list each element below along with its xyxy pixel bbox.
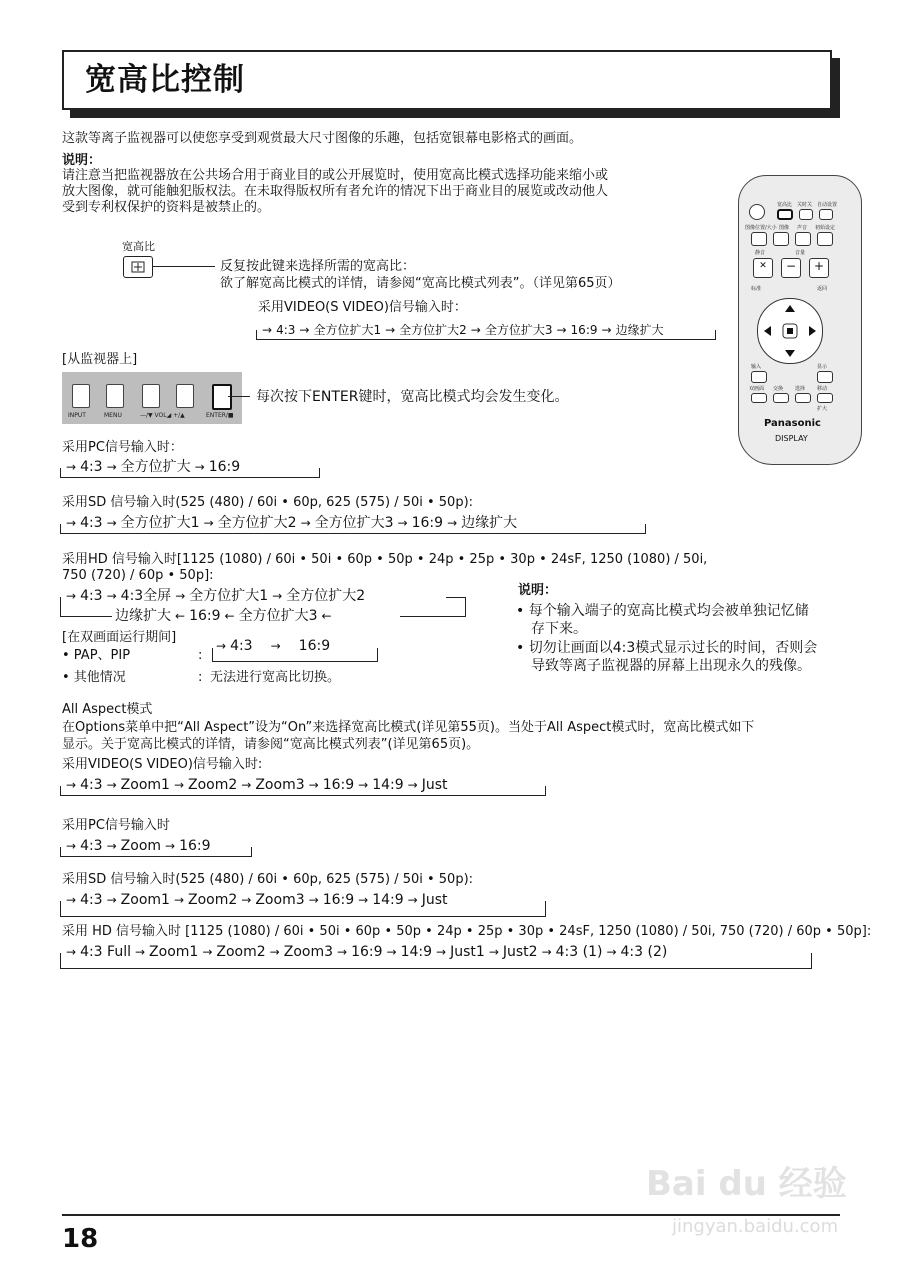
flow-frame	[446, 597, 466, 598]
flow-frame	[60, 786, 546, 796]
flow-item: 14:9	[372, 892, 404, 908]
flow-item: 边缘扩大	[615, 323, 664, 337]
flow-item: Zoom1	[120, 777, 170, 793]
volume-up-button[interactable]: +	[809, 258, 829, 278]
flow-item: 16:9	[189, 608, 221, 624]
flow-pc: → 4:3 → 全方位扩大 → 16:9	[66, 459, 241, 475]
move-button[interactable]	[817, 393, 833, 403]
flow-item: 16:9	[208, 459, 241, 475]
flow-frame	[400, 616, 466, 617]
remote-label: 选择	[795, 386, 806, 392]
flow-item: 4:3 (1)	[555, 944, 603, 960]
flow-item: Zoom3	[283, 944, 334, 960]
flow-sd: → 4:3 → 全方位扩大1 → 全方位扩大2 → 全方位扩大3 → 16:9 → 边缘扩大	[66, 515, 518, 531]
flow-all-pc: → 4:3 → Zoom → 16:9	[66, 838, 211, 854]
watermark-url: jingyan.baidu.com	[672, 1216, 839, 1237]
all-aspect-text: 显示。关于宽高比模式的详情，请参阅“宽高比模式列表”(详见第65页)。	[62, 737, 480, 752]
monitor-panel	[62, 372, 242, 424]
panel-label: —/▼ VOL◢ +/▲	[140, 412, 185, 419]
flow-frame	[60, 616, 112, 617]
note-line: 受到专利权保护的资料是被禁止的。	[62, 200, 271, 215]
remote-label: 双画面	[749, 386, 765, 392]
flow-item: Zoom1	[120, 892, 170, 908]
flow-item: 4:3	[80, 515, 103, 531]
note-heading: 说明：	[62, 153, 102, 168]
flow-item: Just1	[450, 944, 485, 960]
flow-item: Just2	[502, 944, 538, 960]
flow-item: 4:3	[276, 323, 296, 337]
flow-hd-row1: → 4:3 → 4:3全屏 → 全方位扩大1 → 全方位扩大2	[66, 588, 366, 604]
aspect-desc: 欲了解宽高比模式的详情，请参阅“宽高比模式列表”。（详见第65页）	[220, 276, 621, 291]
setup-button[interactable]	[817, 232, 833, 246]
flow-label: 采用PC信号输入时：	[62, 440, 183, 455]
vol-down-button[interactable]	[142, 384, 160, 408]
pap-label: • PAP、PIP	[62, 648, 131, 663]
panel-label: INPUT	[68, 412, 86, 419]
flow-item: 全方位扩大2	[399, 323, 467, 337]
flow-item: 全方位扩大3	[238, 608, 318, 624]
position-button[interactable]	[751, 232, 767, 246]
note-bullet: • 切勿让画面以4:3模式显示过长的时间，否则会	[516, 640, 818, 656]
remote-label: 输入	[751, 364, 762, 370]
dpad[interactable]	[757, 298, 823, 364]
flow-item: 4:3 Full	[80, 944, 131, 960]
flow-pap: → 4:3 → 16:9	[216, 638, 331, 654]
input-button[interactable]	[72, 384, 90, 408]
dual-picture-button[interactable]	[751, 393, 767, 403]
volume-down-button[interactable]: −	[781, 258, 801, 278]
flow-item: Zoom2	[188, 892, 238, 908]
flow-item: 4:3	[80, 459, 103, 475]
remote-label: 图像	[779, 225, 790, 231]
flow-hd-row2: 边缘扩大 ← 16:9 ← 全方位扩大3 ←	[115, 608, 332, 624]
flow-label: 采用 HD 信号输入时 [1125 (1080) / 60i • 50i • 60p • 50p • 24p • 25p • 30p • 24sF, 1250 (1080) / 50i, 750 (720) / 60p • 50p]:	[62, 924, 872, 939]
flow-frame	[256, 330, 716, 340]
swap-button[interactable]	[773, 393, 789, 403]
remote-label: 交换	[773, 386, 784, 392]
flow-frame	[60, 597, 61, 617]
picture-button[interactable]	[773, 232, 789, 246]
flow-item: Zoom	[120, 838, 162, 854]
flow-item: 全方位扩大1	[313, 323, 382, 337]
other-label: • 其他情况	[62, 670, 126, 685]
flow-item: 全方位扩大2	[286, 588, 366, 604]
remote-label: 音量	[795, 250, 806, 256]
flow-label: 750 (720) / 60p • 50p]:	[62, 568, 214, 583]
remote-label: 扩大	[817, 406, 828, 412]
flow-item: 4:3	[80, 588, 103, 604]
flow-frame	[60, 847, 252, 857]
flow-all-video: → 4:3 → Zoom1 → Zoom2 → Zoom3 → 16:9 → 14:9 → Just	[66, 777, 448, 793]
note-line: 放大图像，就可能触犯版权法。在未取得版权所有者允许的情况下出于商业目的展览或改动他人	[62, 184, 609, 199]
note-bullet: • 每个输入端子的宽高比模式均会被单独记忆储	[516, 603, 809, 619]
mute-button[interactable]: ✕	[753, 258, 773, 278]
flow-item: 16:9	[322, 892, 355, 908]
flow-item: 4:3	[230, 638, 253, 654]
remote-label: 显示	[817, 364, 828, 370]
remote-label: 图像位置/大小	[745, 225, 777, 231]
flow-item: 16:9	[179, 838, 211, 854]
section-heading: All Aspect模式	[62, 702, 153, 717]
remote-label: 自动设置	[817, 202, 838, 208]
flow-item: 全方位扩大	[120, 459, 191, 475]
remote-label: 宽高比	[777, 202, 793, 208]
flow-video: → 4:3 → 全方位扩大1 → 全方位扩大2 → 全方位扩大3 → 16:9 → 边缘扩大	[262, 323, 664, 337]
flow-item: 16:9	[322, 777, 355, 793]
remote-label: 关时关	[797, 202, 813, 208]
remote-label: 静音	[755, 250, 766, 256]
input-button[interactable]	[751, 371, 767, 383]
note-heading: 说明：	[518, 583, 558, 598]
flow-item: 全方位扩大3	[484, 323, 553, 337]
flow-item: Zoom1	[149, 944, 199, 960]
remote-label: 返回	[817, 286, 828, 292]
flow-item: 4:3 (2)	[620, 944, 668, 960]
connector-line	[153, 266, 215, 267]
note-bullet: 导致等离子监视器的屏幕上出现永久的残像。	[531, 658, 811, 674]
remote-label: 移动	[817, 386, 828, 392]
remote-display-label: DISPLAY	[775, 434, 808, 443]
enter-button[interactable]	[212, 384, 232, 410]
menu-button[interactable]	[106, 384, 124, 408]
flow-item: 4:3	[80, 892, 103, 908]
flow-item: 全方位扩大3	[314, 515, 394, 531]
colon: :	[198, 670, 203, 685]
connector-line	[228, 396, 250, 397]
flow-item: 边缘扩大	[461, 515, 518, 531]
auto-setup-button[interactable]	[819, 209, 833, 220]
display-button[interactable]	[817, 371, 833, 383]
flow-label: 采用SD 信号输入时(525 (480) / 60i • 60p, 625 (575) / 50i • 50p):	[62, 495, 474, 510]
flow-item: 4:3	[80, 777, 103, 793]
flow-item: Just	[421, 892, 448, 908]
flow-label: 采用VIDEO(S VIDEO)信号输入时:	[62, 757, 263, 772]
remote-label: 初始设定	[815, 225, 836, 231]
flow-item: Zoom2	[216, 944, 266, 960]
note-line: 请注意当把监视器放在公共场合用于商业目的或公开展览时，使用宽高比模式选择功能来缩小或	[62, 168, 609, 183]
select-button[interactable]	[795, 393, 811, 403]
panel-label: ENTER/■	[206, 412, 234, 419]
remote-brand: Panasonic	[764, 418, 821, 429]
aspect-button[interactable]	[123, 256, 153, 278]
remote-label: 声音	[797, 225, 808, 231]
footer-rule	[62, 1214, 840, 1216]
remote-control	[738, 175, 862, 465]
vol-up-button[interactable]	[176, 384, 194, 408]
flow-label: 采用SD 信号输入时(525 (480) / 60i • 60p, 625 (575) / 50i • 50p):	[62, 872, 474, 887]
flow-item: 14:9	[372, 777, 404, 793]
aspect-button-label: 宽高比	[122, 240, 155, 253]
aspect-icon	[124, 257, 152, 277]
flow-frame	[60, 468, 320, 478]
timer-button[interactable]	[799, 209, 813, 220]
flow-frame	[60, 524, 646, 534]
other-text: 无法进行宽高比切换。	[210, 670, 341, 685]
flow-item: 16:9	[298, 638, 331, 654]
page-title: 宽高比控制	[85, 62, 245, 98]
flow-label: 采用PC信号输入时	[62, 818, 170, 833]
flow-frame	[212, 648, 378, 662]
panel-label: MENU	[104, 412, 122, 419]
flow-item: Zoom3	[255, 892, 305, 908]
flow-item: 16:9	[411, 515, 444, 531]
aspect-desc: 反复按此键来选择所需的宽高比：	[220, 259, 416, 274]
flow-item: 16:9	[570, 323, 598, 337]
flow-item: 全方位扩大1	[120, 515, 200, 531]
flow-label: 采用VIDEO(S VIDEO)信号输入时：	[258, 300, 467, 315]
flow-item: 4:3全屏	[120, 588, 172, 604]
intro-text: 这款等离子监视器可以使您享受到观赏最大尺寸图像的乐趣，包括宽银幕电影格式的画面。	[62, 131, 583, 146]
flow-frame	[465, 597, 466, 617]
all-aspect-text: 在Options菜单中把“All Aspect”设为“On”来选择宽高比模式(详见第55页)。当处于All Aspect模式时，宽高比模式如下	[62, 720, 755, 735]
flow-item: 16:9	[351, 944, 383, 960]
power-button[interactable]	[749, 204, 765, 220]
flow-label: 采用HD 信号输入时[1125 (1080) / 60i • 50i • 60p • 50p • 24p • 25p • 30p • 24sF, 1250 (1080) / 50i,	[62, 552, 708, 567]
page-number: 18	[62, 1224, 99, 1254]
remote-aspect-button[interactable]	[777, 209, 793, 220]
dual-heading: [在双画面运行期间]	[62, 630, 177, 645]
monitor-heading: [从监视器上]	[62, 352, 138, 367]
remote-label: 标准	[751, 286, 762, 292]
flow-item: 4:3	[80, 838, 103, 854]
flow-item: Just	[421, 777, 448, 793]
note-bullet: 存下来。	[531, 621, 587, 637]
flow-frame	[60, 953, 812, 969]
flow-item: 全方位扩大2	[217, 515, 297, 531]
flow-item: Zoom2	[188, 777, 238, 793]
flow-all-hd: → 4:3 Full → Zoom1 → Zoom2 → Zoom3 → 16:9 → 14:9 → Just1 → Just2 → 4:3 (1) → 4:3 (2)	[66, 944, 668, 960]
sound-button[interactable]	[795, 232, 811, 246]
colon: :	[198, 648, 203, 663]
flow-item: 边缘扩大	[115, 608, 171, 624]
watermark-brand: Bai du 经验	[646, 1164, 847, 1204]
flow-all-sd: → 4:3 → Zoom1 → Zoom2 → Zoom3 → 16:9 → 14:9 → Just	[66, 892, 448, 908]
flow-item: 14:9	[400, 944, 433, 960]
monitor-desc: 每次按下ENTER键时，宽高比模式均会发生变化。	[256, 389, 569, 405]
flow-item: 全方位扩大1	[189, 588, 269, 604]
flow-item: Zoom3	[255, 777, 305, 793]
flow-frame	[60, 901, 546, 917]
dpad-arrows-icon	[758, 299, 822, 363]
